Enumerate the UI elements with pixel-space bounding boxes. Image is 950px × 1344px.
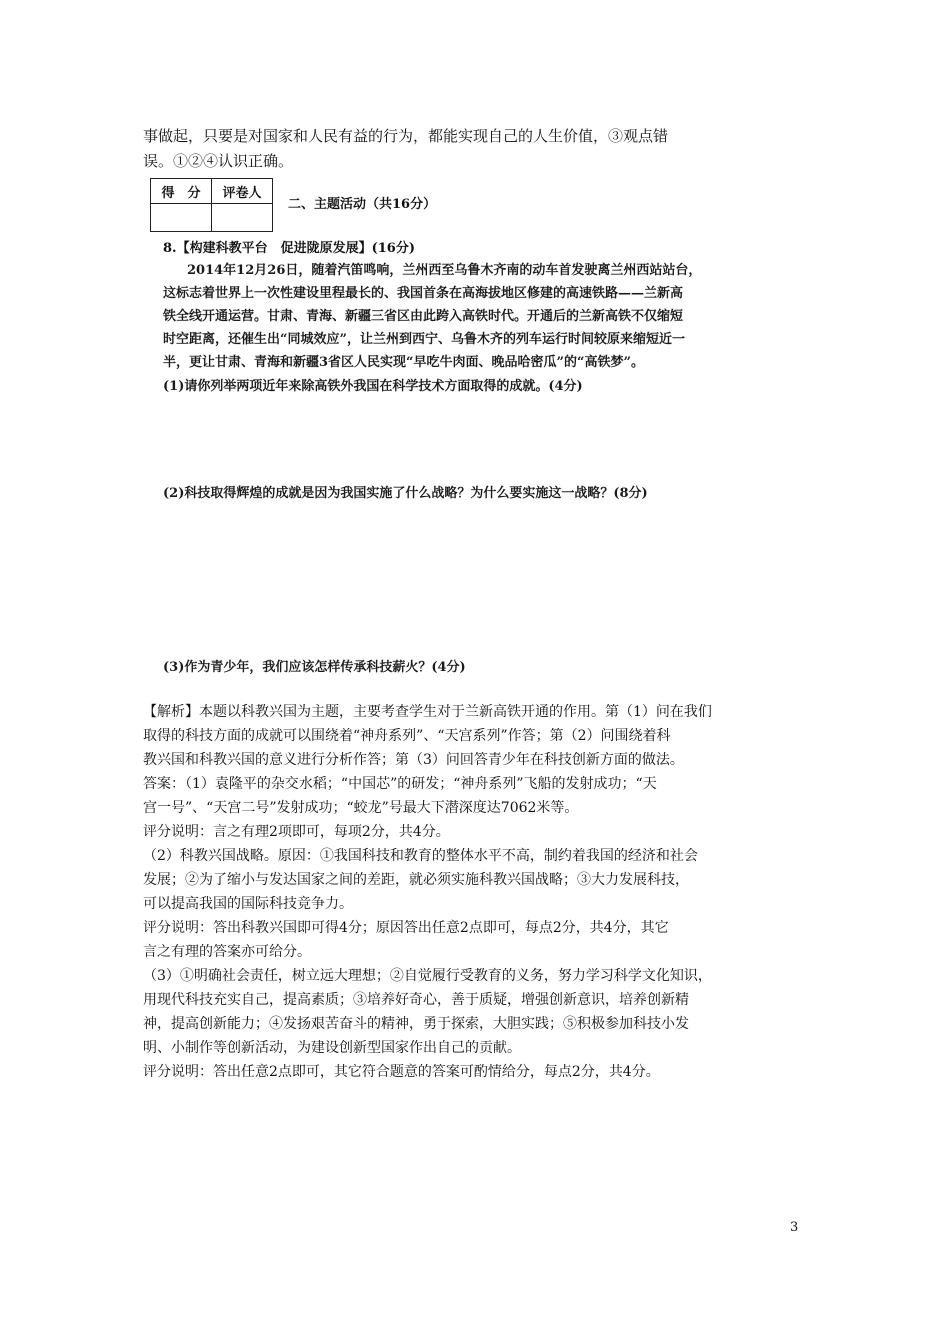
analysis-line: 宫一号”、“天宫二号”发射成功；“蛟龙”号最大下潜深度达7062米等。: [143, 800, 579, 816]
grader-cell: [212, 204, 273, 232]
question-1: (1)请你列举两项近年来除高铁外我国在科学技术方面取得的成就。(4分): [163, 379, 583, 394]
analysis-line: 可以提高我国的国际科技竞争力。: [143, 896, 353, 912]
passage-line: 2014年12月26日，随着汽笛鸣响，兰州西至乌鲁木齐南的动车首发驶离兰州西站站台，: [187, 263, 702, 278]
score-table: [150, 178, 273, 232]
section-title: 二、主题活动（共16分）: [288, 197, 437, 212]
intro-text: [143, 124, 808, 174]
passage-line: 半，更让甘肃、青海和新疆3省区人民实现“早吃牛肉面、晚品哈密瓜”的“高铁梦”。: [163, 355, 644, 370]
analysis-line: 取得的科技方面的成就可以围绕着“神舟系列”、“天宫系列”作答；第（2）问围绕着科: [143, 728, 671, 744]
passage-line: 这标志着世界上一次性建设里程最长的、我国首条在高海拔地区修建的高速铁路——兰新高: [163, 286, 684, 301]
text-line: 事做起，只要是对国家和人民有益的行为，都能实现自己的人生价值，③观点错: [143, 127, 669, 145]
page-number: 3: [790, 1220, 799, 1235]
analysis-line: 【解析】本题以科教兴国为主题，主要考查学生对于兰新高铁开通的作用。第（1）问在我们: [143, 704, 712, 720]
analysis-line: （2）科教兴国战略。原因：①我国科技和教育的整体水平不高，制约着我国的经济和社会: [143, 848, 698, 864]
question-2: (2)科技取得辉煌的成就是因为我国实施了什么战略？为什么要实施这一战略？(8分): [163, 486, 648, 501]
analysis-line: 评分说明：答出任意2点即可，其它符合题意的答案可酌情给分，每点2分，共4分。: [143, 1064, 660, 1080]
analysis-line: 答案：（1）袁隆平的杂交水稻；“中国芯”的研发；“神舟系列”飞船的发射成功；“天: [143, 776, 657, 792]
question-header: 8.【构建科教平台 促进陇原发展】(16分): [163, 241, 415, 256]
analysis-line: 发展；②为了缩小与发达国家之间的差距，就必须实施科教兴国战略；③大力发展科技，: [143, 872, 689, 888]
analysis-line: 明、小制作等创新活动，为建设创新型国家作出自己的贡献。: [143, 1040, 521, 1056]
question-3: (3)作为青少年，我们应该怎样传承科技薪火？(4分): [163, 660, 466, 675]
text-line: 误。①②④认识正确。: [143, 152, 294, 170]
passage-line: 时空距离，还催生出“同城效应”，让兰州到西宁、乌鲁木齐的列车运行时间较原来缩短近一: [163, 332, 685, 347]
score-cell: [151, 204, 212, 232]
analysis-section: [143, 700, 808, 1084]
analysis-line: 言之有理的答案亦可给分。: [143, 944, 311, 960]
analysis-line: （3）①明确社会责任，树立远大理想；②自觉履行受教育的义务，努力学习科学文化知识，: [143, 968, 712, 984]
grader-header: 评卷人: [212, 179, 273, 204]
analysis-line: 用现代科技充实自己，提高素质；③培养好奇心，善于质疑，增强创新意识，培养创新精: [143, 992, 689, 1008]
analysis-line: 评分说明：言之有理2项即可，每项2分，共4分。: [143, 824, 450, 840]
passage-line: 铁全线开通运营。甘肃、青海、新疆三省区由此跨入高铁时代。开通后的兰新高铁不仅缩短: [163, 309, 684, 324]
analysis-line: 神，提高创新能力；④发扬艰苦奋斗的精神，勇于探索，大胆实践；⑤积极参加科技小发: [143, 1016, 689, 1032]
passage: [163, 259, 783, 374]
analysis-line: 评分说明：答出科教兴国即可得4分；原因答出任意2点即可，每点2分，共4分，其它: [143, 920, 669, 936]
analysis-line: 教兴国和科教兴国的意义进行分析作答；第（3）问回答青少年在科技创新方面的做法。: [143, 752, 684, 768]
score-header: 得 分: [151, 179, 212, 204]
